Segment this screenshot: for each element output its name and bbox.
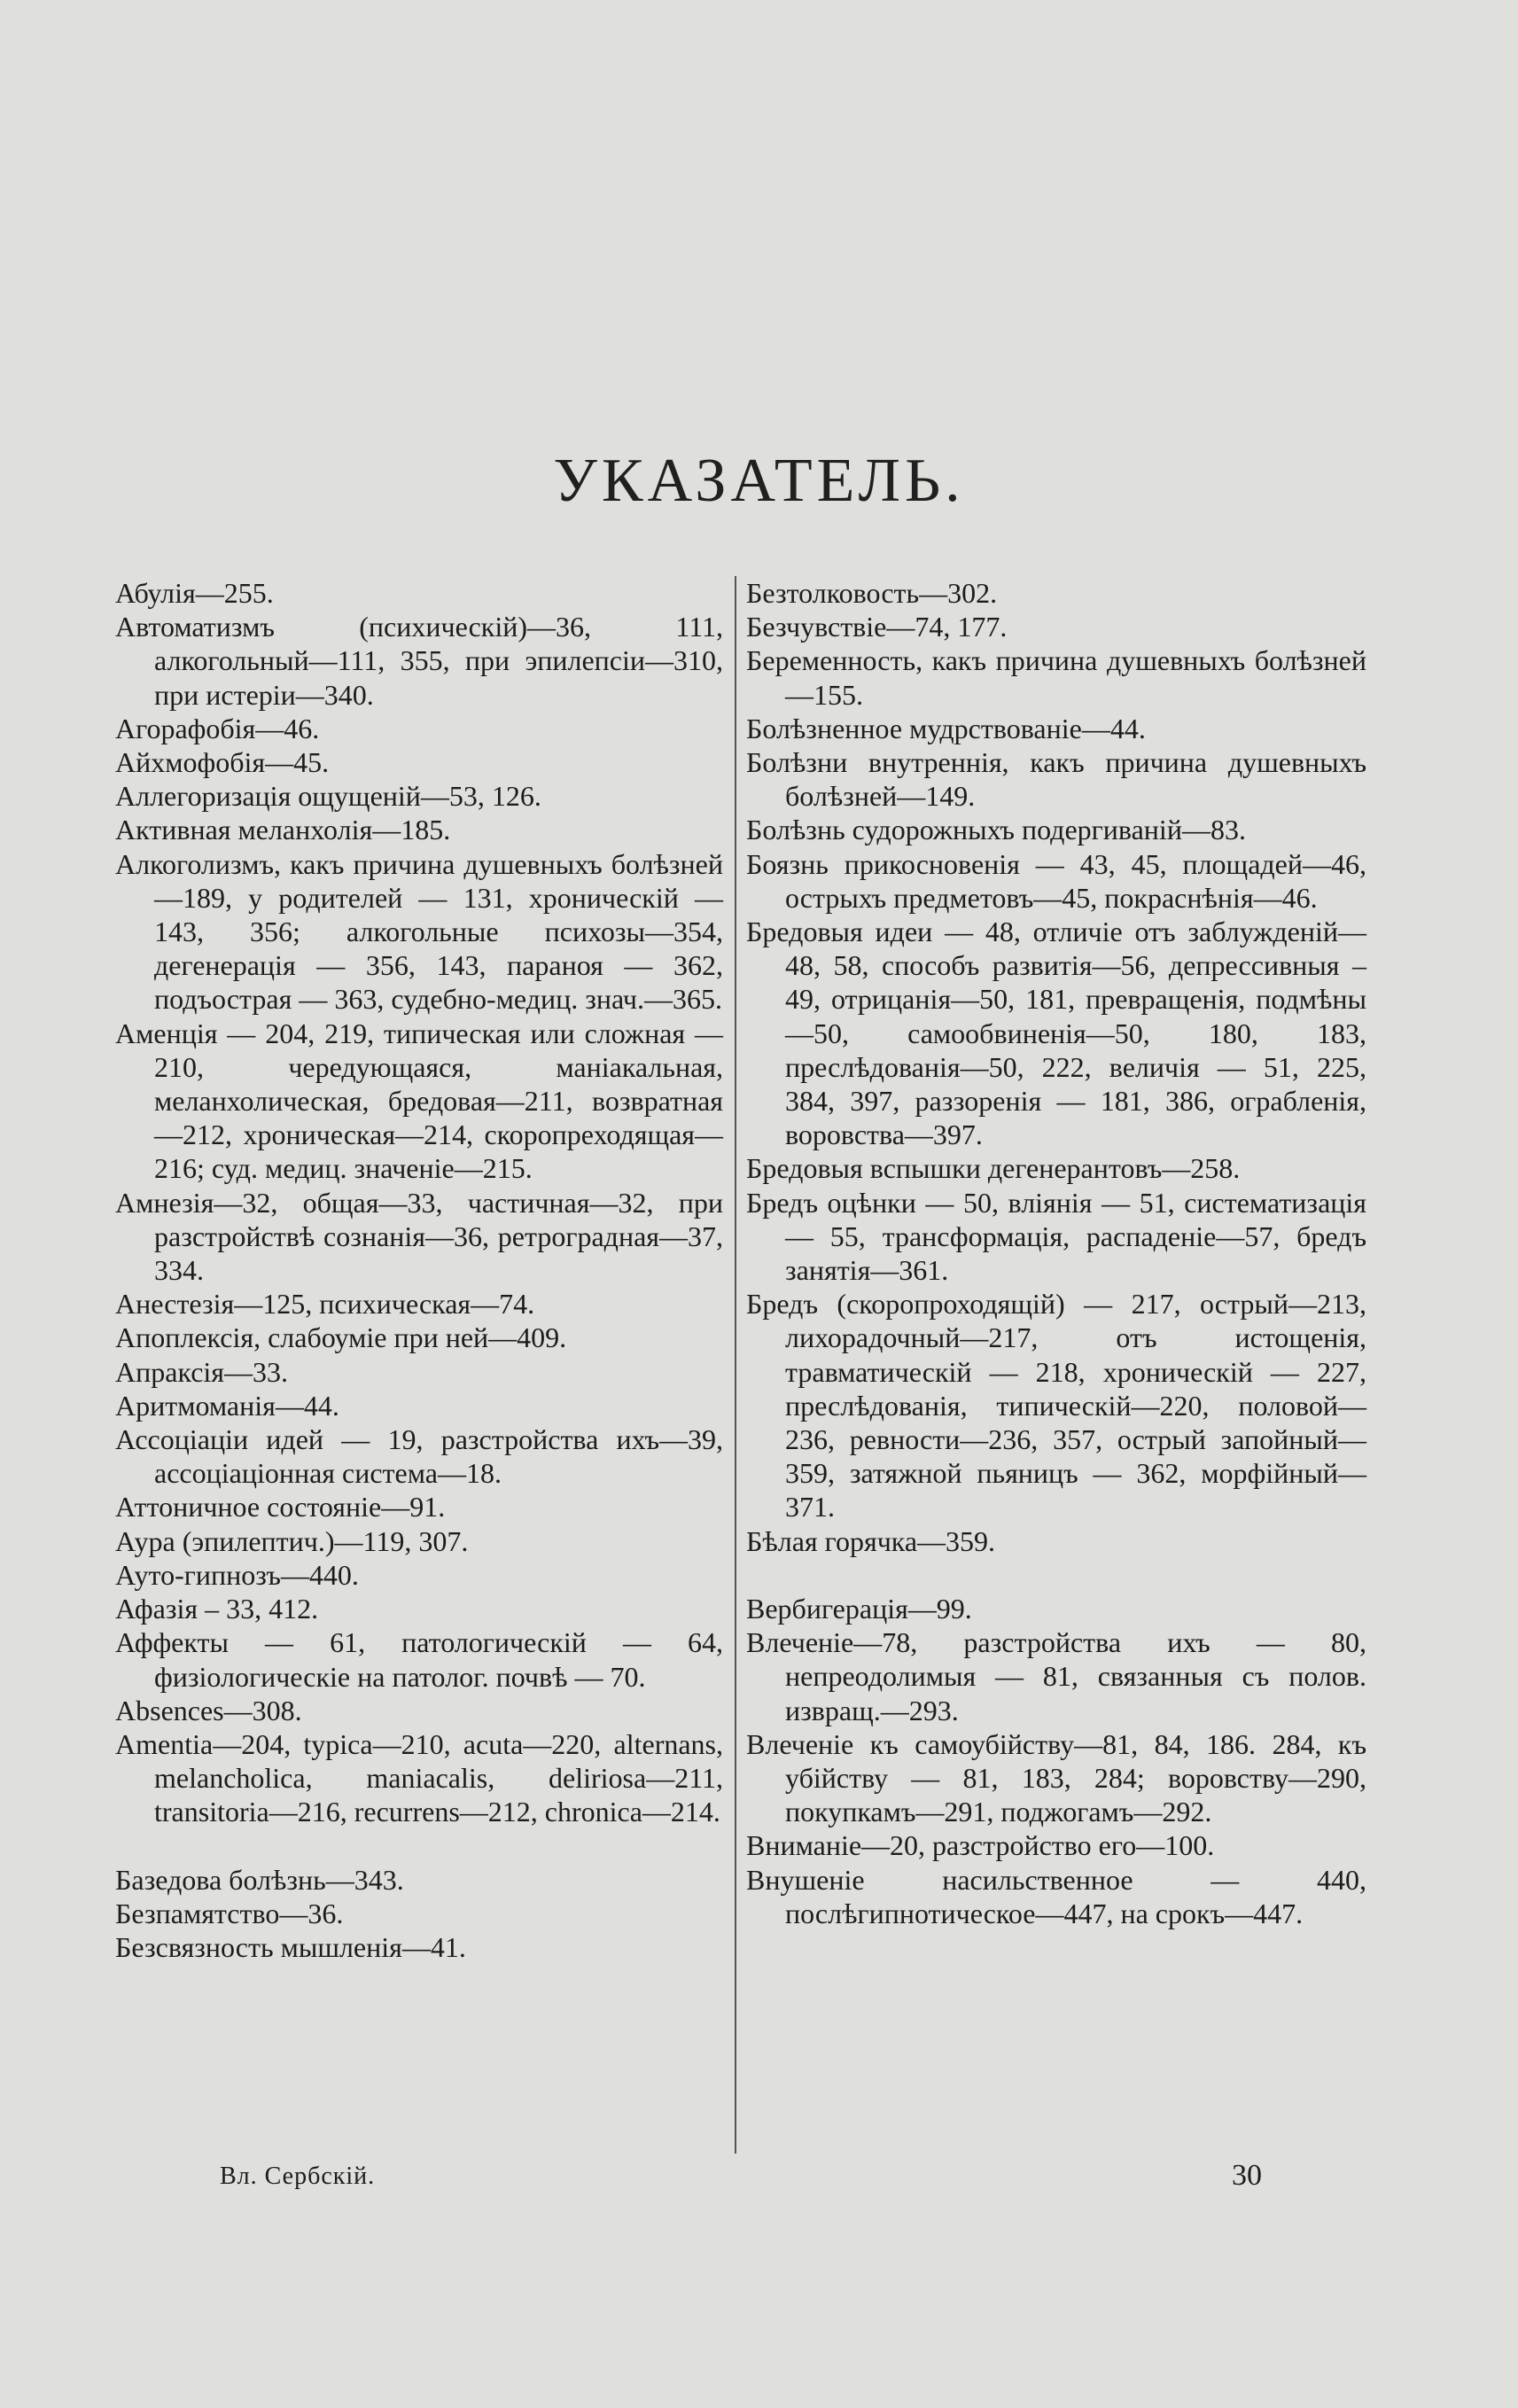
index-entry: Бредовыя идеи — 48, отличіе отъ заблужденій—48, 58, способъ развитія—56, депрессивныя – 49, отрицанія—50, 181, превращенія, подмѣны—50, самообвиненія—50, 180, 183, преслѣдованія—50, 222, величія — 51, 225, 384, 397, раззоренія — 181, 386, ограбленія, воровства—397. bbox=[746, 916, 1366, 1151]
index-entry: Базедова болѣзнь—343. bbox=[115, 1863, 404, 1896]
index-entry: Бредовыя вспышки дегенерантовъ—258. bbox=[746, 1152, 1241, 1185]
index-entry: Аура (эпилептич.)—119, 307. bbox=[115, 1524, 469, 1557]
index-entry: Влеченіе—78, разстройства ихъ — 80, непреодолимыя — 81, связанныя съ полов. извращ.—293. bbox=[746, 1626, 1366, 1726]
index-entry: Безтолковость—302. bbox=[746, 577, 998, 609]
column-divider bbox=[735, 576, 736, 2154]
index-entry: Абулія—255. bbox=[115, 577, 274, 609]
index-entry: Amentia—204, typica—210, acuta—220, alternans, melancholica, maniacalis, deliriosa—211, transitoria—216, recurrens—212, chronica—214. bbox=[115, 1727, 723, 1828]
index-entry: Айхмофобія—45. bbox=[115, 746, 330, 779]
index-entry: Алкоголизмъ, какъ причина душевныхъ болѣзней—189, у родителей — 131, хроническій — 143, 356; алкогольные психозы—354, дегенерація — 356, 143, параноя — 362, подъострая — 363, судебно-медиц. знач.—365. bbox=[115, 847, 723, 1016]
index-entry: Боязнь прикосновенія — 43, 45, площадей—46, острыхъ предметовъ—45, покраснѣнія—46. bbox=[746, 847, 1366, 914]
index-entry: Аменція — 204, 219, типическая или сложная — 210, чередующаяся, маніакальная, меланхолическая, бредовая—211, возвратная—212, хроническая—214, скоропреходящая—216; суд. медиц. значеніе—215. bbox=[115, 1017, 723, 1185]
index-entry: Анестезія—125, психическая—74. bbox=[115, 1288, 535, 1321]
section-gap bbox=[115, 1829, 723, 1863]
index-entry: Апоплексія, слабоуміе при ней—409. bbox=[115, 1321, 567, 1354]
index-entry: Влеченіе къ самоубійству—81, 84, 186. 284, къ убійству — 81, 183, 284; воровству—290, покупкамъ—291, поджогамъ—292. bbox=[746, 1727, 1366, 1828]
index-entry: Автоматизмъ (психическій)—36, 111, алкогольный—111, 355, при эпилепсіи—310, при истеріи—340. bbox=[115, 611, 723, 711]
footer-signature-number: 30 bbox=[1232, 2159, 1262, 2192]
index-entry: Внушеніе насильственное — 440, послѣгипнотическое—447, на срокъ—447. bbox=[746, 1863, 1366, 1929]
index-entry: Безсвязность мышленія—41. bbox=[115, 1930, 466, 1963]
index-entry: Вниманіе—20, разстройство его—100. bbox=[746, 1829, 1215, 1862]
index-entry: Бредъ (скоропроходящій) — 217, острый—213, лихорадочный—217, отъ истощенія, травматическій — 218, хроническій — 227, преслѣдованія, типическій—220, половой—236, ревности—236, 357, острый запойный—359, затяжной пьяницъ — 362, морфійный—371. bbox=[746, 1288, 1366, 1524]
index-entry: Бѣлая горячка—359. bbox=[746, 1524, 996, 1557]
index-entry: Absences—308. bbox=[115, 1694, 302, 1726]
index-entry: Беременность, какъ причина душевныхъ болѣзней—155. bbox=[746, 644, 1366, 711]
index-entry: Болѣзни внутреннія, какъ причина душевныхъ болѣзней—149. bbox=[746, 746, 1366, 813]
index-entry: Аритмоманія—44. bbox=[115, 1389, 339, 1422]
index-entry: Активная меланхолія—185. bbox=[115, 814, 451, 846]
index-entry: Болѣзненное мудрствованіе—44. bbox=[746, 712, 1146, 744]
index-entry: Аффекты — 61, патологическій — 64, физіологическіе на патолог. почвѣ — 70. bbox=[115, 1626, 723, 1693]
index-entry: Безчувствіе—74, 177. bbox=[746, 611, 1008, 643]
index-entry: Аллегоризація ощущеній—53, 126. bbox=[115, 780, 541, 813]
index-entry: Безпамятство—36. bbox=[115, 1897, 344, 1929]
index-entry: Аттоничное состояніе—91. bbox=[115, 1491, 446, 1524]
index-entry: Бредъ оцѣнки — 50, вліянія — 51, систематизація — 55, трансформація, распаденіе—57, бредъ занятія—361. bbox=[746, 1186, 1366, 1287]
index-column-left bbox=[115, 576, 723, 1964]
section-gap bbox=[746, 1558, 1366, 1592]
page-title: УКАЗАТЕЛЬ. bbox=[553, 447, 965, 515]
index-entry: Болѣзнь судорожныхъ подергиваній—83. bbox=[746, 814, 1246, 846]
index-entry: Агорафобія—46. bbox=[115, 712, 320, 744]
index-column-right bbox=[746, 576, 1366, 1930]
index-entry: Афазія – 33, 412. bbox=[115, 1593, 319, 1625]
index-entry: Ауто-гипнозъ—440. bbox=[115, 1558, 359, 1591]
index-entry: Апраксія—33. bbox=[115, 1355, 288, 1388]
index-entry: Ассоціаціи идей — 19, разстройства ихъ—39, ассоціаціонная система—18. bbox=[115, 1423, 723, 1490]
index-entry: Вербигерація—99. bbox=[746, 1592, 972, 1625]
index-entry: Амнезія—32, общая—33, частичная—32, при разстройствѣ сознанія—36, ретроградная—37, 334. bbox=[115, 1186, 723, 1287]
footer-author: Вл. Сербскій. bbox=[220, 2163, 376, 2190]
